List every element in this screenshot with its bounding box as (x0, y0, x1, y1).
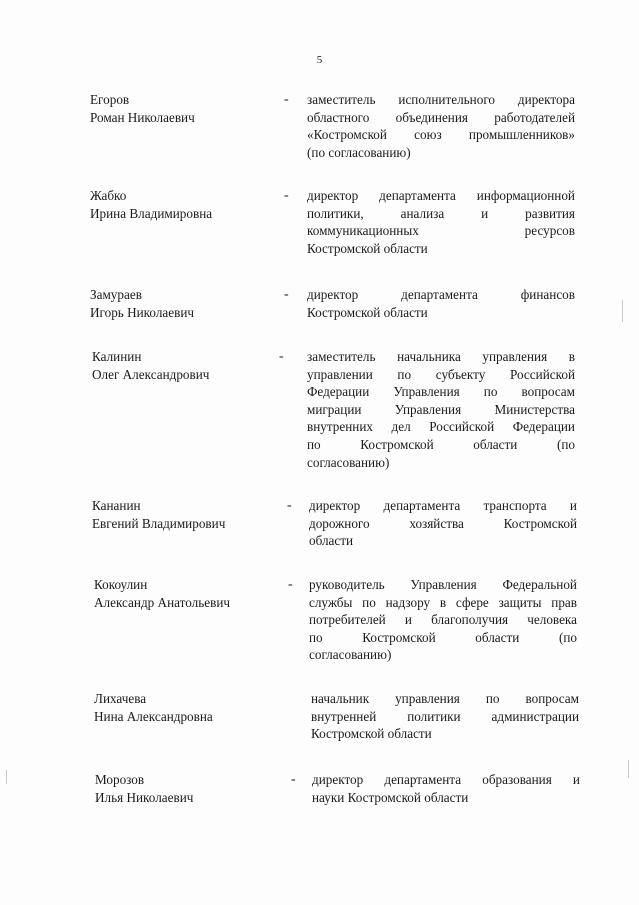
member-surname: Егоров (90, 92, 130, 107)
member-given-names: Игорь Николаевич (90, 304, 195, 320)
position-line: внутренних дел Российской Федерации (307, 419, 575, 435)
position-line: согласованию) (307, 454, 390, 470)
member-position (309, 576, 577, 664)
member-position (307, 286, 575, 321)
member-dash: - (284, 287, 289, 302)
member-given-names: Ирина Владимировна (90, 205, 213, 221)
page-number: 5 (316, 54, 323, 66)
member-name (94, 576, 284, 611)
position-line: Костромской области (307, 240, 428, 256)
position-line: заместитель начальника управления в (307, 349, 575, 364)
position-line: директор департамента информационной (307, 188, 575, 203)
member-name (90, 91, 280, 126)
position-line: «Костромской союз промышленников» (307, 127, 575, 143)
member-surname: Лихачева (94, 691, 147, 706)
member-dash: - (284, 92, 289, 107)
position-line: науки Костромской области (312, 789, 469, 805)
member-given-names: Олег Александрович (92, 366, 210, 382)
position-line: директор департамента образования и (312, 772, 580, 787)
position-line: внутренней политики администрации (311, 708, 579, 724)
position-line: политики, анализа и развития (307, 205, 575, 221)
position-line: начальник управления по вопросам (311, 691, 579, 706)
member-name (90, 187, 280, 222)
member-name (90, 286, 280, 321)
position-line: областного объединения работодателей (307, 109, 575, 125)
position-line: по Костромской области (по (307, 436, 575, 452)
member-surname: Жабко (90, 188, 127, 203)
member-surname: Морозов (95, 772, 145, 787)
member-dash: - (284, 188, 289, 203)
member-given-names: Александр Анатольевич (94, 594, 231, 610)
position-line: заместитель исполнительного директора (307, 92, 575, 107)
member-given-names: Роман Николаевич (90, 109, 195, 125)
position-line: согласованию) (309, 647, 392, 663)
position-line: коммуникационных ресурсов (307, 223, 575, 239)
member-dash: - (288, 577, 293, 592)
position-line: потребителей и благополучия человека (309, 612, 577, 628)
member-name (94, 690, 284, 725)
member-position (307, 91, 575, 161)
member-dash: - (279, 349, 284, 364)
position-line: Костромской области (311, 726, 432, 742)
position-line: директор департамента финансов (307, 287, 575, 302)
member-position (307, 187, 575, 257)
member-name (95, 771, 285, 806)
member-position (307, 348, 575, 471)
member-given-names: Евгений Владимирович (92, 515, 226, 531)
member-surname: Кананин (92, 498, 141, 513)
position-line: Федерации Управления по вопросам (307, 384, 575, 400)
member-given-names: Нина Александровна (94, 708, 213, 724)
member-surname: Замураев (90, 287, 142, 302)
member-name (92, 348, 282, 383)
member-surname: Кокоулин (94, 577, 148, 592)
member-position (309, 497, 577, 550)
position-line: области (309, 533, 354, 549)
scan-artifact (622, 300, 623, 322)
position-line: по Костромской области (по (309, 629, 577, 645)
member-dash: - (287, 498, 292, 513)
member-position (311, 690, 579, 743)
member-name (92, 497, 282, 532)
position-line: дорожного хозяйства Костромской (309, 515, 577, 531)
position-line: управлении по субъекту Российской (307, 366, 575, 382)
member-surname: Калинин (92, 349, 142, 364)
position-line: службы по надзору в сфере защиты прав (309, 594, 577, 610)
position-line: (по согласованию) (307, 144, 411, 160)
member-position (312, 771, 580, 806)
member-given-names: Илья Николаевич (95, 789, 194, 805)
member-dash: - (291, 772, 296, 787)
position-line: Костромской области (307, 304, 428, 320)
position-line: руководитель Управления Федеральной (309, 577, 577, 592)
position-line: миграции Управления Министерства (307, 401, 575, 417)
position-line: директор департамента транспорта и (309, 498, 577, 513)
scan-artifact (6, 770, 7, 784)
scan-artifact (628, 760, 629, 778)
